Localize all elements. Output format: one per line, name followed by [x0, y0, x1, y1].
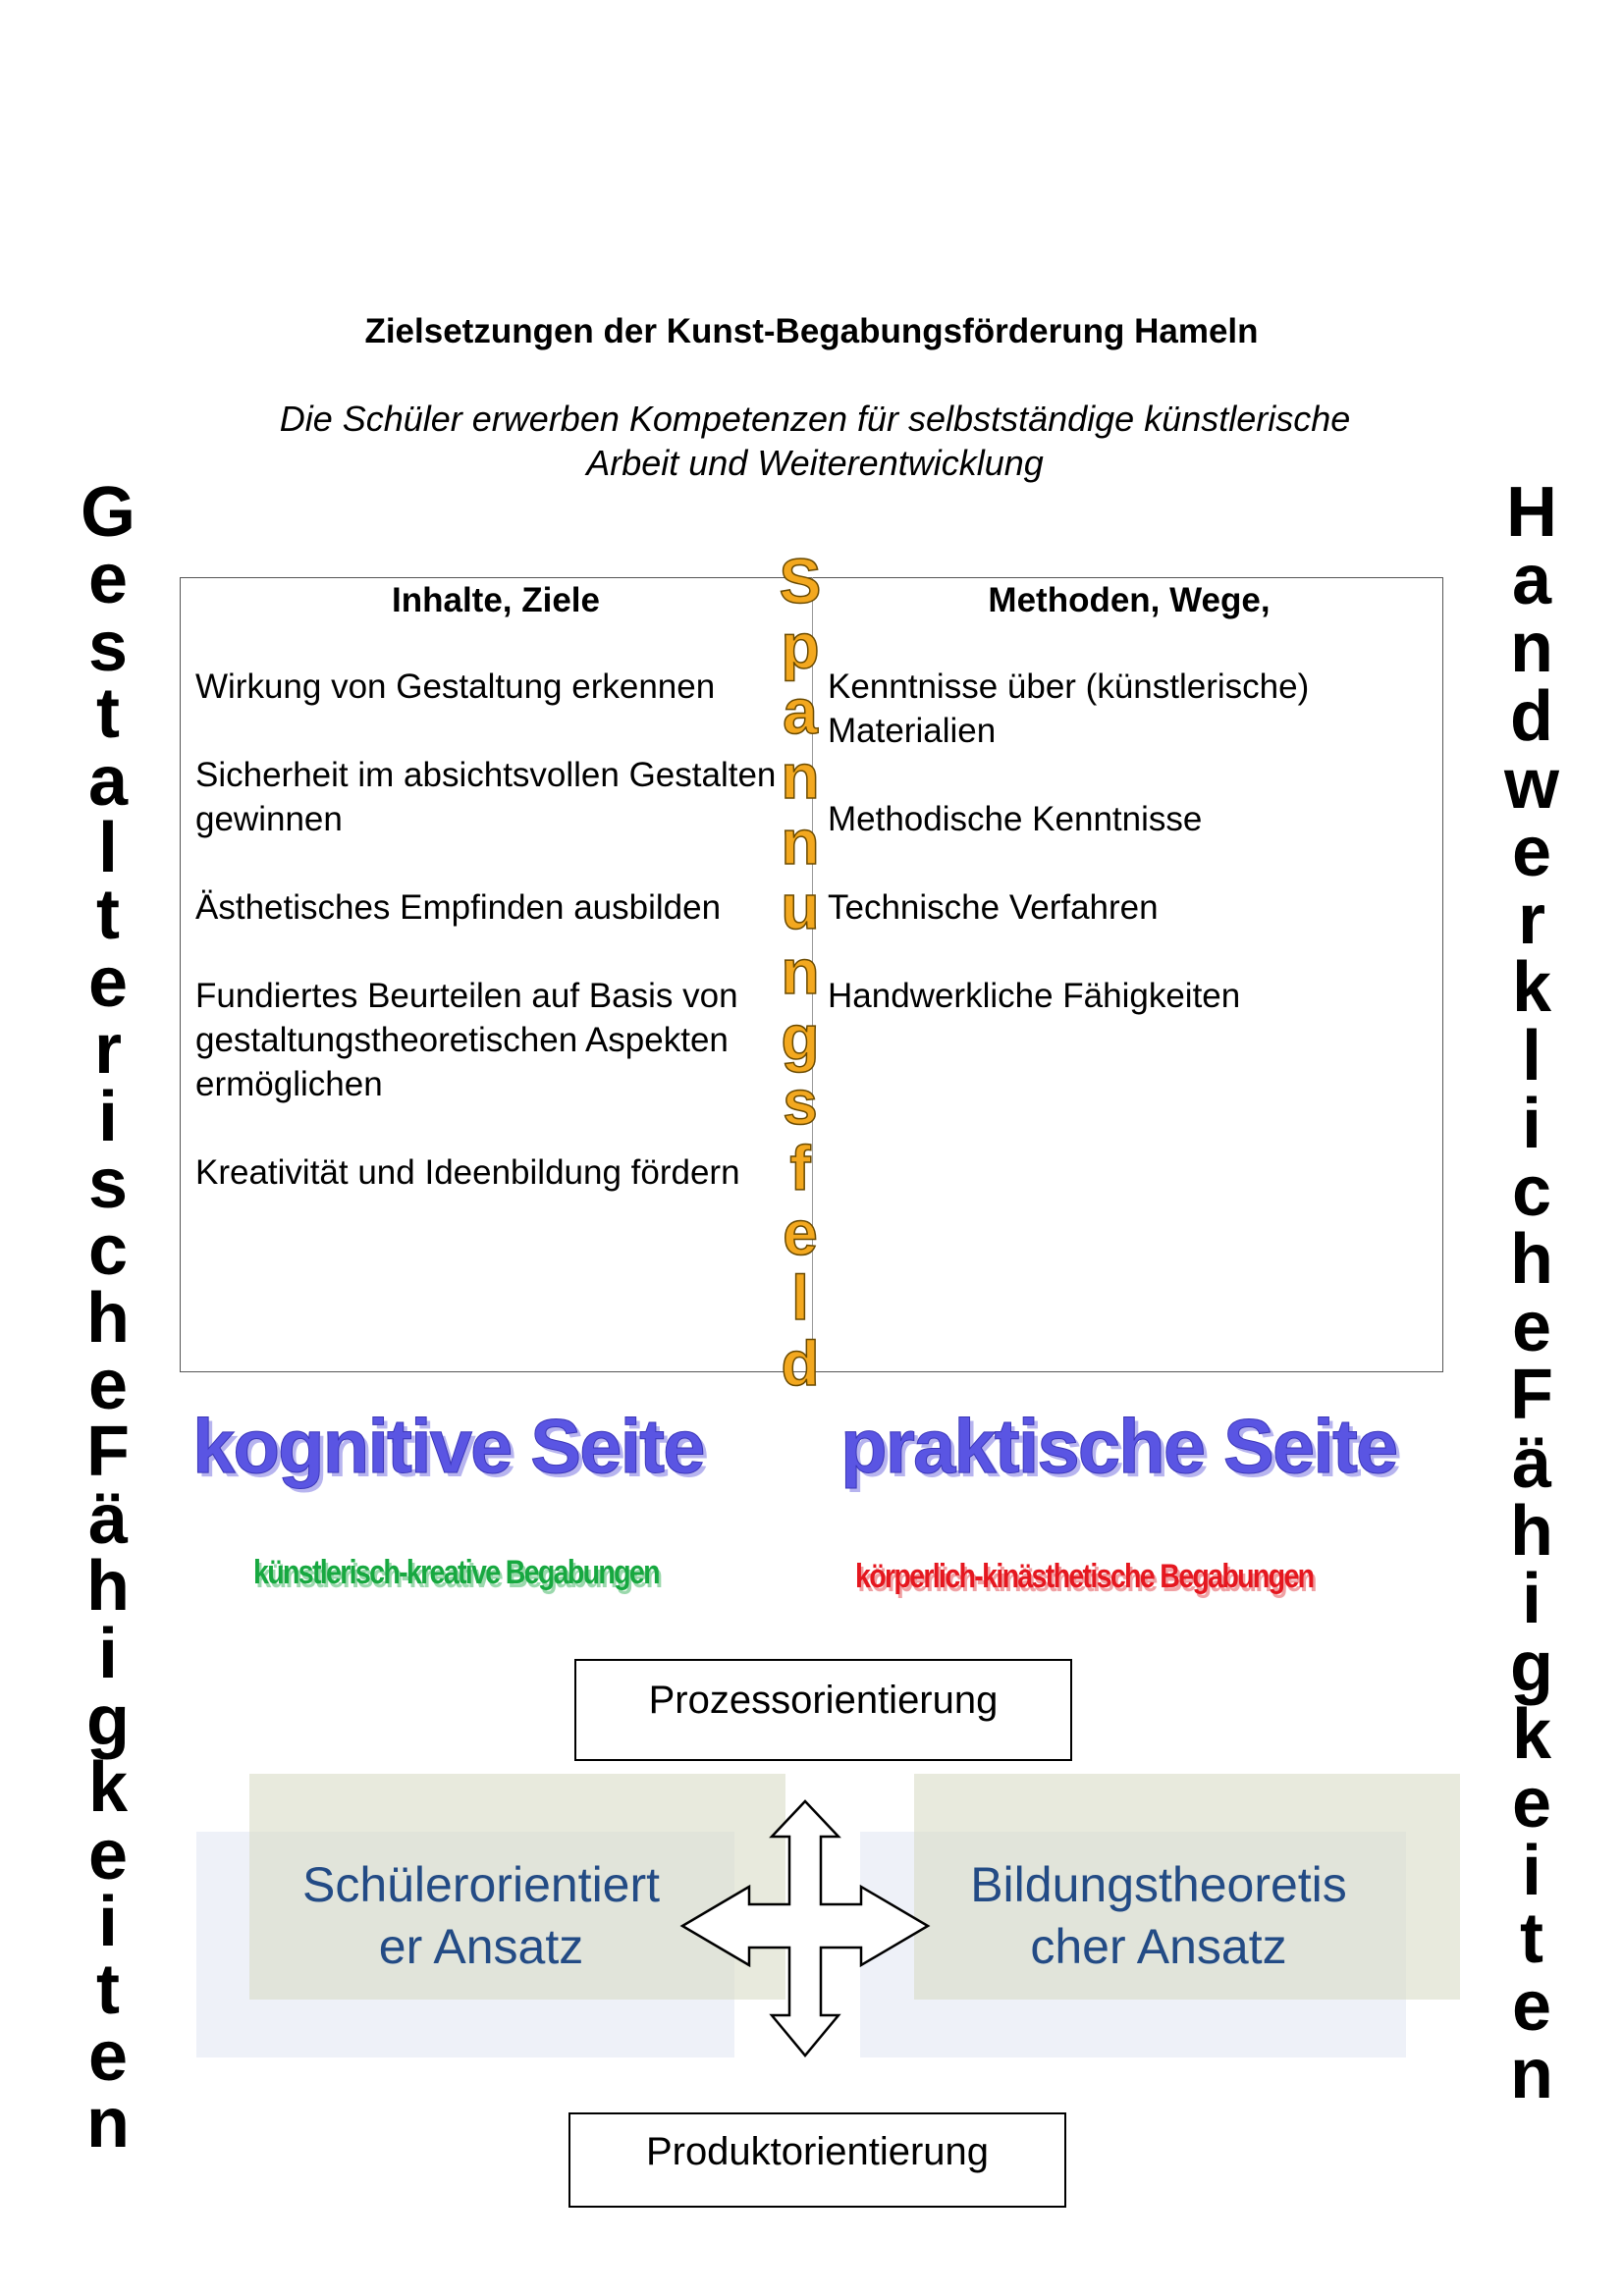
gestalterische-letter: i	[97, 1077, 118, 1156]
ansatz-right-line-1: Bildungstheoretis	[970, 1857, 1347, 1912]
gestalterische-letter: e	[87, 1346, 129, 1425]
gestalterische-letter: c	[87, 1211, 129, 1291]
gestalterische-letter: s	[87, 1144, 129, 1223]
spannungsfeld-letter: f	[789, 1132, 811, 1203]
gestalterische-letter: h	[86, 1547, 130, 1627]
method-item: Handwerkliche Fähigkeiten	[828, 977, 1241, 1015]
prozessorientierung-box: Prozessorientierung	[574, 1659, 1072, 1761]
gestalterische-letter: e	[87, 2016, 129, 2096]
gestalterische-letter: G	[80, 473, 135, 552]
method-item: Technische Verfahren	[828, 888, 1159, 927]
gestalterische-letter: a	[87, 741, 129, 821]
handwerkliche-letter: e	[1511, 1967, 1552, 2047]
ansatz-left-line-1: Schülerorientiert	[301, 1857, 661, 1912]
gestalterische-letter: i	[97, 1883, 118, 1962]
handwerkliche-letter: e	[1511, 812, 1552, 891]
gestalterische-letter: e	[87, 540, 129, 619]
goal-item: Fundiertes Beurteilen auf Basis von gestaltungstheoretischen Aspekten ermöglichen	[195, 977, 738, 1103]
handwerkliche-letter: h	[1510, 1491, 1553, 1571]
gestalterische-letter: n	[86, 2084, 130, 2163]
gestalterische-letter: i	[97, 1614, 118, 1693]
method-item: Methodische Kenntnisse	[828, 800, 1203, 838]
handwerkliche-letter: i	[1521, 1084, 1542, 1163]
gestalterische-letter: t	[96, 876, 120, 955]
gestalterische-letter: ä	[87, 1479, 129, 1559]
gestalterische-letter: l	[97, 808, 118, 887]
spannungsfeld-letter: a	[783, 675, 818, 747]
handwerkliche-letter: l	[1521, 1016, 1542, 1095]
handwerkliche-letter: e	[1511, 1288, 1552, 1367]
goal-item: Sicherheit im absichtsvollen Gestalten gewinnen	[195, 756, 777, 838]
spannungsfeld-letter: n	[781, 806, 820, 878]
handwerkliche-letter: H	[1506, 473, 1557, 552]
gestalterische-letter: r	[93, 1010, 123, 1090]
gestalterische-letter: e	[87, 1815, 129, 1895]
spannungsfeld-letter: u	[781, 871, 820, 942]
spannungsfeld-letter: n	[781, 936, 820, 1008]
gestalterische-letter: F	[86, 1413, 130, 1492]
gestalterische-letter: t	[96, 1949, 120, 2029]
handwerkliche-letter: k	[1511, 1695, 1552, 1775]
produktorientierung-box: Produktorientierung	[568, 2112, 1066, 2208]
subtitle-line-1: Die Schüler erwerben Kompetenzen für selbstständige künstlerische	[279, 399, 1351, 439]
gestalterische-letter: e	[87, 942, 129, 1022]
spannungsfeld-letter: S	[779, 546, 822, 616]
handwerkliche-letter: i	[1521, 1560, 1542, 1638]
page-title: Zielsetzungen der Kunst-Begabungsförderung Hameln	[364, 312, 1259, 350]
goal-item: Ästhetisches Empfinden ausbilden	[195, 888, 722, 927]
spannungsfeld-letter: n	[781, 741, 820, 813]
handwerkliche-letter: w	[1503, 744, 1559, 824]
handwerkliche-letter: n	[1510, 2035, 1553, 2114]
handwerkliche-letter: c	[1511, 1151, 1552, 1231]
koerperlich-kinaesthetische-label: körperlich-kinästhetische Begabungen	[855, 1558, 1314, 1595]
handwerkliche-letter: k	[1511, 948, 1552, 1028]
handwerkliche-letter: ä	[1511, 1423, 1552, 1503]
goal-item: Wirkung von Gestaltung erkennen	[195, 667, 716, 706]
ansatz-right-line-2: cher Ansatz	[1030, 1919, 1287, 1974]
praktische-seite-label: praktische Seite	[840, 1403, 1397, 1489]
spannungsfeld-letter: l	[791, 1262, 809, 1334]
handwerkliche-letter: d	[1510, 676, 1553, 756]
handwerkliche-letter: e	[1511, 1763, 1552, 1842]
kognitive-seite-label: kognitive Seite	[192, 1403, 704, 1489]
spannungsfeld-letter: d	[781, 1327, 820, 1399]
gestalterische-letter: t	[96, 674, 120, 754]
spannungsfeld-letter: e	[783, 1197, 818, 1268]
subtitle-line-2: Arbeit und Weiterentwicklung	[586, 443, 1044, 483]
method-item: Kenntnisse über (künstlerische) Materialien	[828, 667, 1310, 750]
handwerkliche-letter: a	[1511, 541, 1552, 620]
spannungsfeld-letter: g	[781, 1001, 820, 1073]
ansatz-left-line-2: er Ansatz	[378, 1919, 584, 1974]
spannungsfeld-letter: s	[783, 1067, 818, 1139]
gestalterische-letter: s	[87, 607, 129, 686]
gestalterische-letter: g	[86, 1682, 130, 1761]
handwerkliche-letter: i	[1521, 1831, 1542, 1910]
spannungsfeld-letter: p	[781, 611, 820, 682]
handwerkliche-letter: r	[1517, 881, 1546, 960]
left-column-heading: Inhalte, Ziele	[392, 581, 600, 619]
goal-item: Kreativität und Ideenbildung fördern	[195, 1153, 740, 1192]
kuenstlerisch-kreative-label: künstlerisch-kreative Begabungen	[253, 1554, 659, 1591]
handwerkliche-letter: F	[1510, 1356, 1553, 1435]
handwerkliche-letter: g	[1510, 1628, 1553, 1707]
gestalterische-letter: h	[86, 1278, 130, 1358]
right-column-heading: Methoden, Wege,	[988, 581, 1271, 619]
gestalterische-letter: k	[87, 1748, 129, 1828]
handwerkliche-letter: n	[1510, 609, 1553, 688]
handwerkliche-letter: h	[1510, 1220, 1553, 1300]
handwerkliche-letter: t	[1520, 1898, 1543, 1978]
